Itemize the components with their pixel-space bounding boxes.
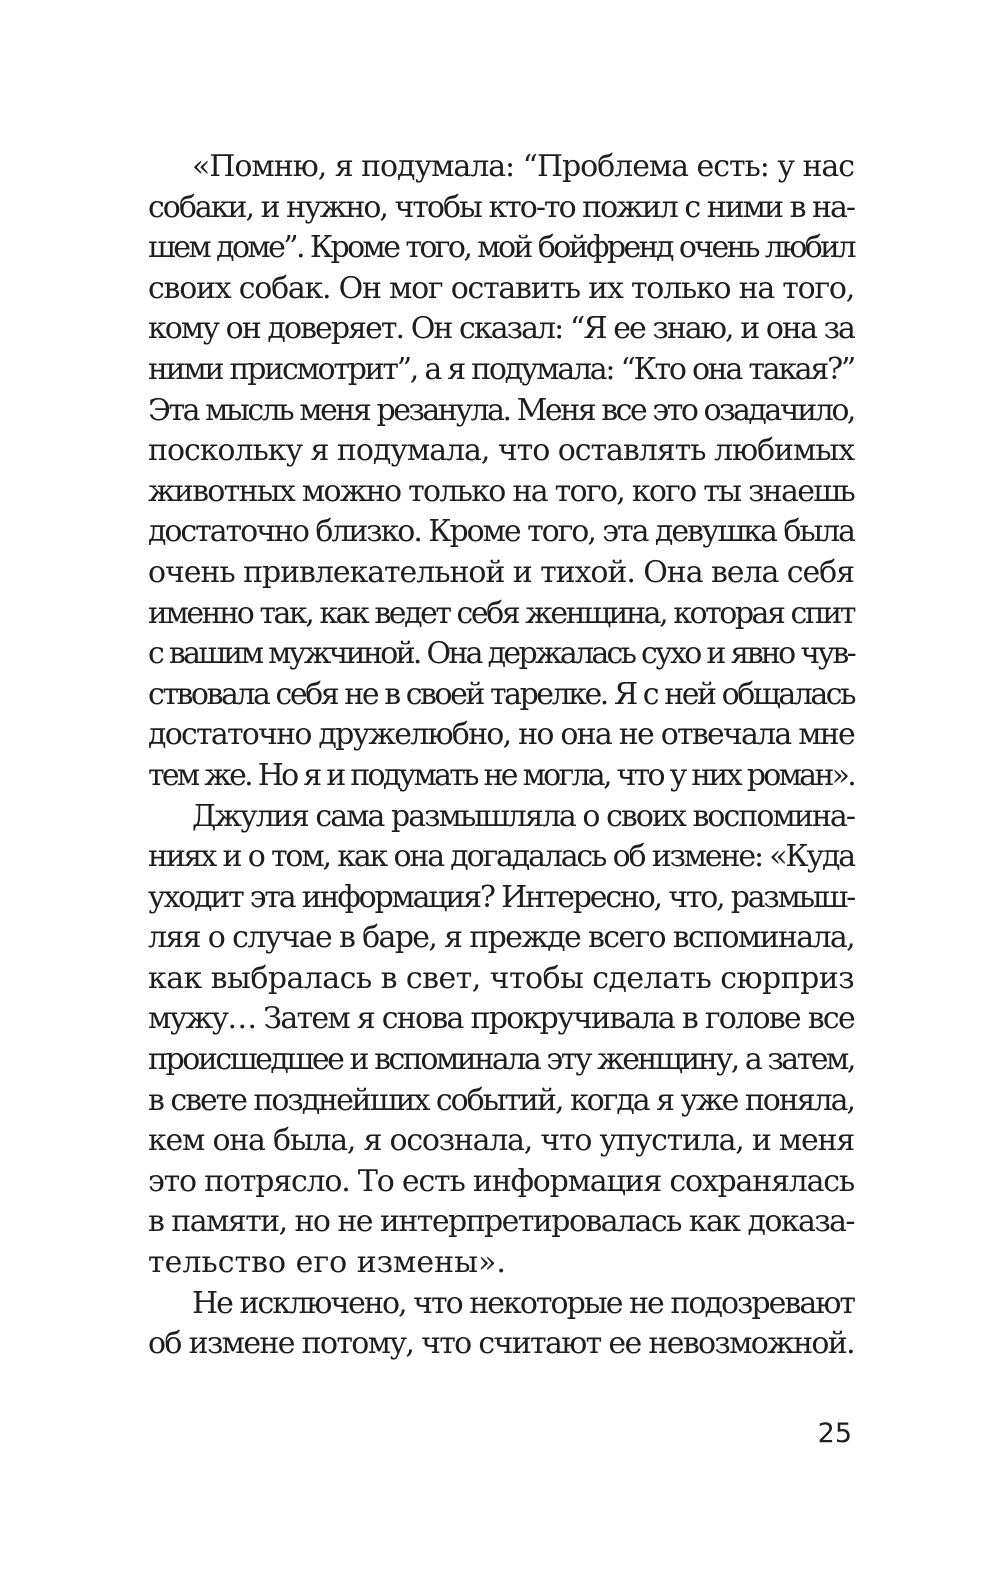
text-line: с вашим мужчиной. Она держалась сухо и явно чув- — [148, 636, 854, 672]
text-line: животных можно только на того, кого ты знаешь — [148, 473, 854, 509]
text-line: тельство его измены». — [148, 1245, 506, 1281]
text-line: «Помню, я подумала: “Проблема есть: у нас — [192, 149, 854, 184]
text-line: достаточно дружелюбно, но она не отвечала мне — [148, 717, 854, 753]
text-line: Не исключено, что некоторые не подозревают — [192, 1285, 854, 1321]
text-line: в свете позднейших событий, когда я уже поняла, — [148, 1082, 854, 1118]
text-line: происшедшее и вспоминала эту женщину, а затем, — [148, 1042, 854, 1078]
text-line: кому он доверяет. Он сказал: “Я ее знаю, и она за — [148, 311, 854, 347]
text-line: поскольку я подумала, что оставлять любимых — [148, 433, 854, 469]
text-line: именно так, как ведет себя женщина, которая спит — [148, 595, 854, 631]
text-line: мужу… Затем я снова прокручивала в голове все — [148, 1001, 854, 1037]
text-line: очень привлекательной и тихой. Она вела себя — [148, 554, 854, 590]
text-line: ствовала себя не в своей тарелке. Я с ней общалась — [148, 676, 854, 712]
text-line: достаточно близко. Кроме того, эта девушка была — [148, 514, 854, 550]
text-line: уходит эта информация? Интересно, что, размыш- — [148, 879, 854, 915]
text-line: ниях и о том, как она догадалась об измене: «Куда — [148, 839, 854, 875]
text-line: шем доме”. Кроме того, мой бойфренд очень любил — [148, 230, 854, 266]
text-line: ляя о случае в баре, я прежде всего вспоминала, — [148, 920, 854, 956]
text-line: тем же. Но я и подумать не могла, что у них роман». — [148, 757, 854, 793]
text-line: своих собак. Он мог оставить их только на того, — [148, 270, 854, 306]
text-line: в памяти, но не интерпретировалась как доказа- — [148, 1204, 854, 1240]
text-line: кем она была, я осознала, что упустила, и меня — [148, 1123, 854, 1159]
text-line: ними присмотрит”, а я подумала: “Кто она такая?” — [148, 351, 854, 387]
text-line: Джулия сама размышляла о своих воспомина- — [192, 798, 854, 834]
text-line: собаки, и нужно, чтобы кто-то пожил с ними в на- — [148, 189, 854, 225]
body-text — [148, 147, 854, 1365]
text-line: об измене потому, что считают ее невозможной. — [148, 1326, 854, 1362]
text-line: Эта мысль меня резанула. Меня все это озадачило, — [148, 392, 854, 428]
page-number: 25 — [817, 1418, 852, 1449]
text-line: как выбралась в свет, чтобы сделать сюрприз — [148, 960, 855, 996]
text-line: это потрясло. То есть информация сохранялась — [148, 1163, 854, 1199]
